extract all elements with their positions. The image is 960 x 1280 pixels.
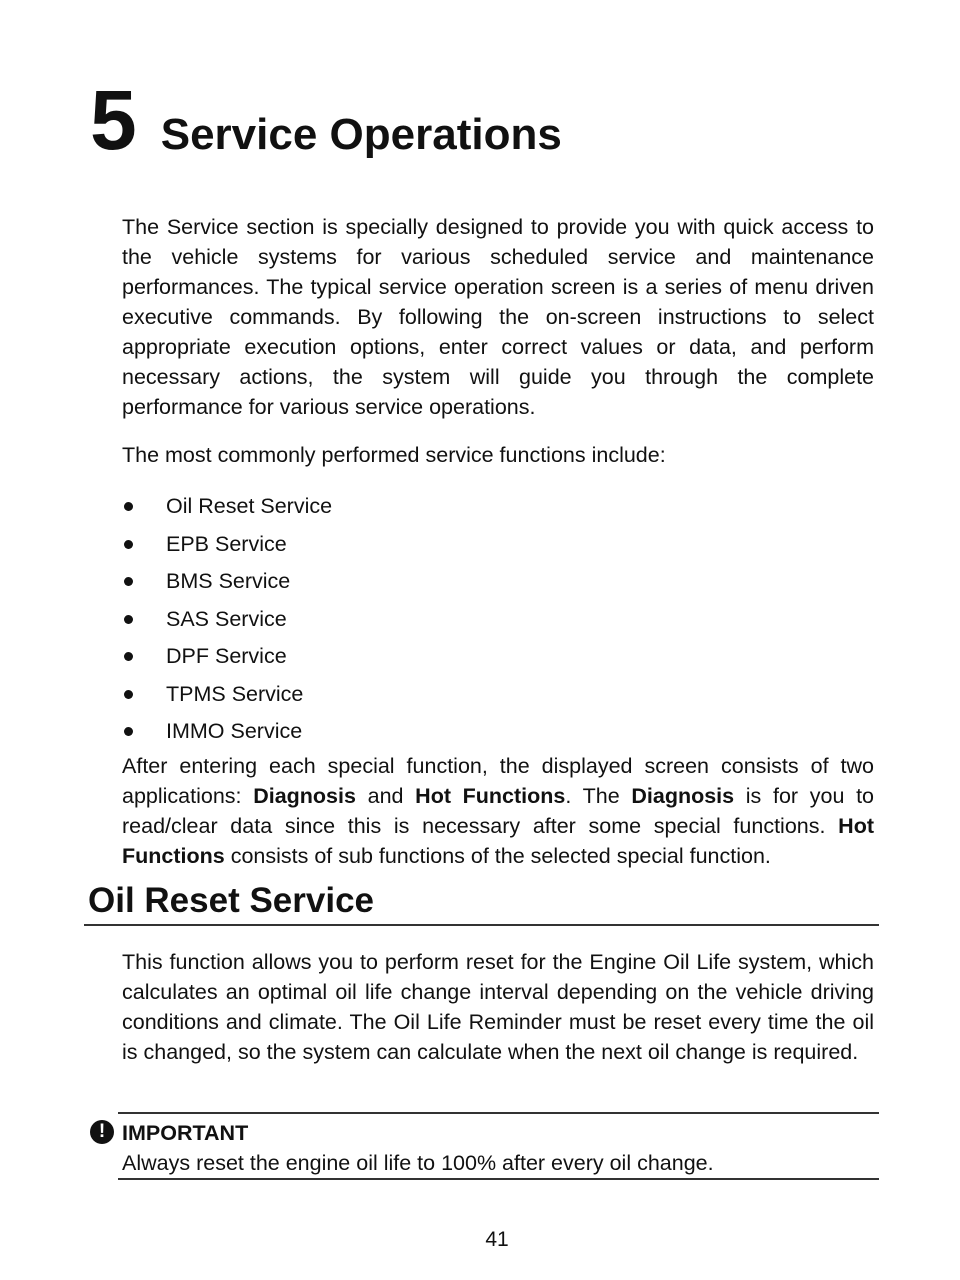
list-item-label: SAS Service: [166, 606, 287, 631]
list-item: [122, 713, 874, 751]
service-functions-list: [122, 488, 874, 751]
page-number: 41: [485, 1228, 509, 1251]
diagnosis-term: Diagnosis: [631, 784, 735, 808]
important-divider-bottom: [118, 1178, 879, 1180]
bullet-icon: [124, 577, 133, 586]
chapter-number: 5: [90, 73, 135, 167]
bullet-icon: [124, 540, 133, 549]
important-text: Always reset the engine oil life to 100% after every oil change.: [122, 1151, 714, 1175]
list-item: [122, 488, 874, 526]
oil-reset-paragraph: This function allows you to perform reset for the Engine Oil Life system, which calculates an optimal oil life change interval depending on the vehicle driving conditions and climate. The Oil Life Reminder must be reset every time the oil is changed, so the system can calculate when the next oil change is required.: [122, 950, 874, 1064]
after-text-1: After entering each special function, the displayed screen consists of two applications:: [122, 754, 874, 808]
section-title-oil-reset: Oil Reset Service: [88, 881, 374, 920]
list-item-label: TPMS Service: [166, 681, 304, 706]
after-text-2: and: [355, 784, 416, 808]
after-paragraph: [122, 751, 874, 871]
after-text-3: . The: [565, 784, 632, 808]
list-item: [122, 676, 874, 714]
important-title: IMPORTANT: [122, 1121, 249, 1145]
important-icon: !: [90, 1120, 114, 1144]
after-text-4: is for you to read/clear data since this is necessary after some special functions.: [122, 784, 874, 838]
list-item-label: IMMO Service: [166, 719, 303, 744]
section-divider: [84, 924, 879, 926]
list-item-label: Oil Reset Service: [166, 494, 333, 519]
bullet-icon: [124, 690, 133, 699]
bullet-icon: [124, 615, 133, 624]
list-item: [122, 638, 874, 676]
diagnosis-term: Diagnosis: [253, 784, 356, 808]
list-intro: The most commonly performed service functions include:: [122, 443, 666, 467]
chapter-title: Service Operations: [160, 110, 562, 159]
list-item-label: BMS Service: [166, 569, 291, 594]
list-item: [122, 563, 874, 601]
list-item: [122, 526, 874, 564]
after-text-5: consists of sub functions of the selected special function.: [224, 844, 771, 868]
list-item-label: DPF Service: [166, 644, 287, 669]
hot-functions-term: Hot Functions: [122, 814, 874, 868]
chapter-heading: [90, 73, 562, 167]
list-item: [122, 601, 874, 639]
bullet-icon: [124, 652, 133, 661]
important-divider-top: [118, 1112, 879, 1114]
bullet-icon: [124, 502, 133, 511]
hot-functions-term: Hot Functions: [415, 784, 566, 808]
bullet-icon: [124, 727, 133, 736]
intro-paragraph: The Service section is specially designed to provide you with quick access to the vehicle systems for various scheduled service and maintenance performances. The typical service operation screen is a series of menu driven executive commands. By following the on-screen instructions to select appropriate execution options, enter correct values or data, and perform necessary actions, the system will guide you through the complete performance for various service operations.: [122, 215, 874, 419]
list-item-label: EPB Service: [166, 531, 287, 556]
